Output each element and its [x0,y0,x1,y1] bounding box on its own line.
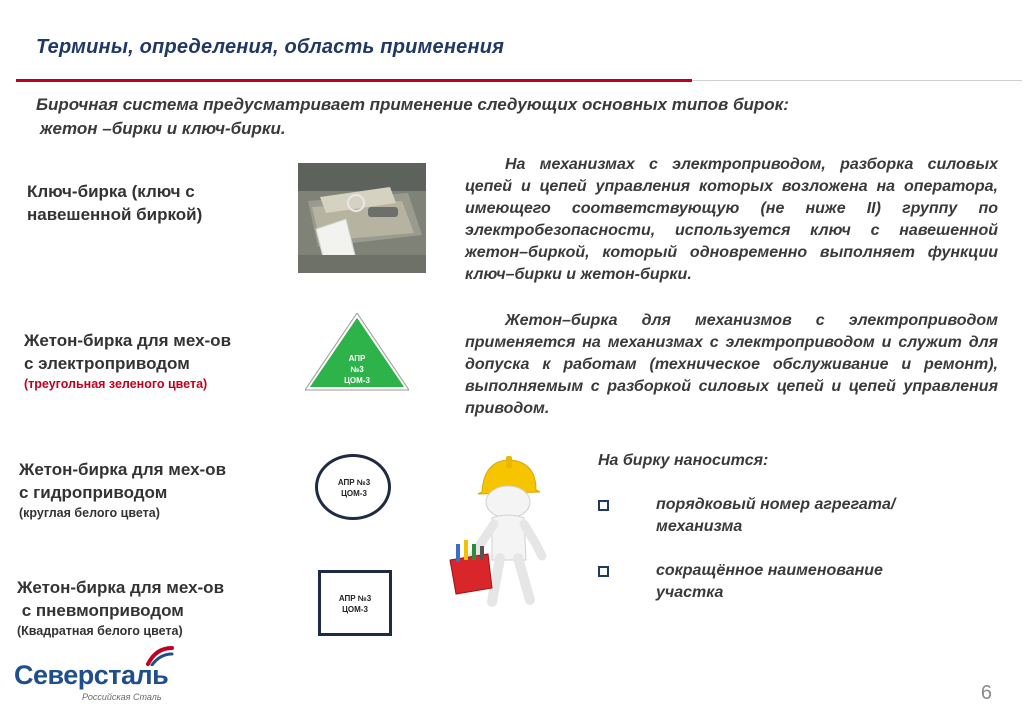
list-heading: На бирку наносится: [598,452,769,469]
key-tag-label-line1: Ключ-бирка (ключ с [27,182,195,201]
logo-tagline: Российская Сталь [82,692,162,702]
square-tag-text [327,593,383,615]
triangle-tag-line1: АПР [348,354,366,363]
intro-text [36,93,936,141]
hydraulic-tag-label-line1: Жетон-бирка для мех-ов [19,460,227,479]
pneumatic-tag-note: (Квадратная белого цвета) [17,624,183,638]
bullet-2-line1: сокращённое наименование [656,562,883,579]
triangle-tag [305,313,409,391]
page-number: 6 [980,682,992,704]
title-divider-grey [692,80,1022,81]
bullet-text-1 [656,494,996,538]
square-tag [318,570,392,636]
triangle-tag-text [337,353,377,386]
hydraulic-tag-note: (круглая белого цвета) [19,506,160,520]
triangle-tag-line2: №3 [350,365,364,374]
paragraph-key-tag: На механизмах с электроприводом, разборка силовых цепей и цепей управления которых возложена на оператора, имеющего соответствующую (не ниже II) группу по электробезопасности, используется ключ с навешенной жетон–биркой, который одновременно выполняет функции ключ–бирки и жетон-бирки. [465,156,998,283]
title-divider-red [16,79,692,82]
bullet-2-line2: участка [656,584,724,601]
logo-name: Северсталь [14,660,169,690]
pneumatic-tag-label-line1: Жетон-бирка для мех-ов [17,578,225,597]
intro-line-2: жетон –бирки и ключ-бирки. [40,119,286,138]
checkbox-bullet-icon [598,566,609,577]
slide-title: Термины, определения, область применения [36,36,505,58]
circle-tag-text [326,477,382,499]
hydraulic-tag-label-line2: с гидроприводом [19,483,168,502]
bullet-1-line1: порядковый номер агрегата/ [656,496,896,513]
key-tag-label [27,180,202,226]
pneumatic-tag-label [17,576,224,640]
electric-tag-note: (треугольная зеленого цвета) [24,377,208,391]
hydraulic-tag-label [19,458,226,522]
checkbox-bullet-icon [598,500,609,511]
electric-tag-label-line2: с электроприводом [24,354,190,373]
circle-tag [315,454,391,520]
circle-tag-line1: АПР №3 [337,478,371,487]
intro-line-1: Бирочная система предусматривает применение следующих основных типов бирок: [36,95,789,114]
bullet-text-2 [656,560,996,604]
circle-tag-line2: ЦОМ-3 [341,489,367,498]
triangle-tag-line3: ЦОМ-3 [344,376,370,385]
worker-illustration [440,452,560,612]
square-tag-line2: ЦОМ-3 [342,605,368,614]
square-tag-line1: АПР №3 [338,594,372,603]
electric-tag-label [24,329,231,393]
key-tag-photo-illustration [298,163,426,273]
paragraph-electric-tag: Жетон–бирка для механизмов с электроприводом применяется на механизмах с электроприводом и служит для допуска к работам (техническое обслуживание и ремонт), выполняемым с разборкой силовых цепей и цепей управления приводом. [465,312,998,417]
key-tag-photo [298,163,426,273]
bullet-1-line2: механизма [656,518,743,535]
pneumatic-tag-label-line2: с пневмоприводом [17,601,184,620]
electric-tag-label-line1: Жетон-бирка для мех-ов [24,331,232,350]
worker-figure [440,452,560,612]
key-tag-label-line2: навешенной биркой) [27,205,203,224]
